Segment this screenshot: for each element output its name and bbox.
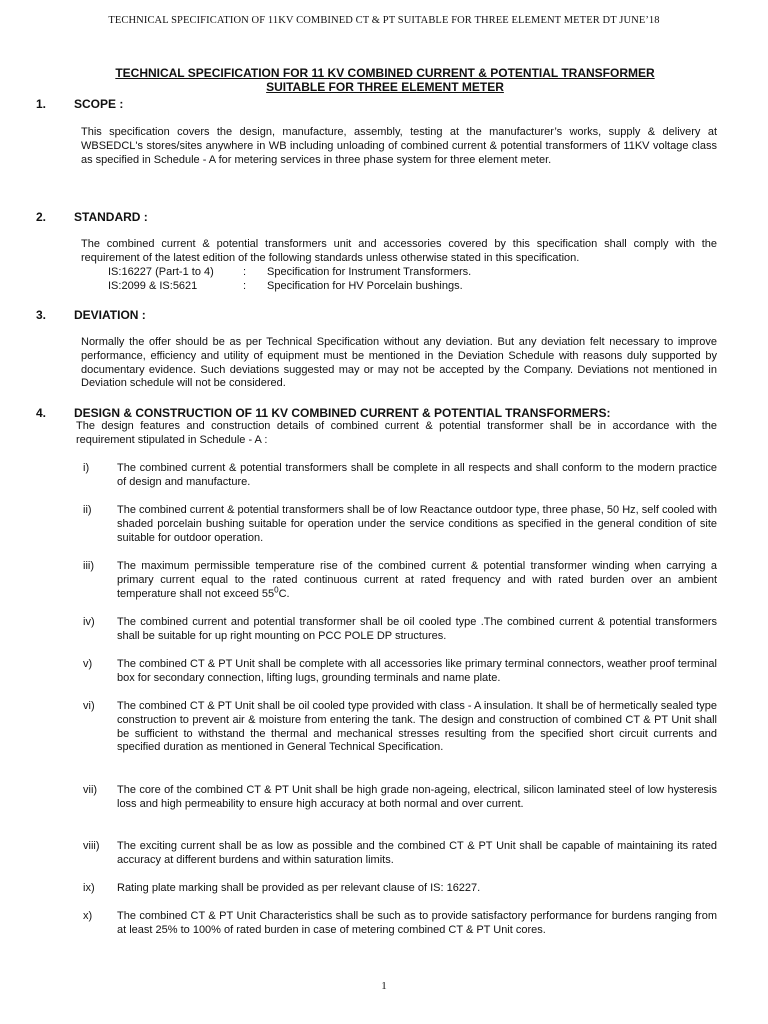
standard-row xyxy=(108,280,463,294)
list-item xyxy=(83,784,717,812)
item-text: The combined CT & PT Unit shall be complete with all accessories like primary terminal connectors, weather proof terminal box for secondary connection, lifting lugs, grounding terminals and name plate. xyxy=(117,658,717,684)
list-item xyxy=(83,840,717,868)
item-text: The combined current & potential transformers shall be of low Reactance outdoor type, three phase, 50 Hz, self cooled with shaded porcelain bushing suitable for operation under the service conditions as specified in the general condition of site suitable for outdoor operation. xyxy=(117,504,717,544)
section-number: 1. xyxy=(36,97,47,111)
item-text: The combined CT & PT Unit shall be oil cooled type provided with class - A insulation. It shall be of hermetically sealed type construction to prevent air & moisture from entering the tank. The design and construction of combined CT & PT Unit shall be sufficient to withstand the thermal and mechanical stresses resulting from the specified short circuit currents and specified duration as mentioned in General Technical Specification. xyxy=(117,700,717,754)
standard-row xyxy=(108,266,471,280)
standard-desc: Specification for HV Porcelain bushings. xyxy=(267,280,463,292)
section-title: SCOPE : xyxy=(74,97,124,111)
section-number: 3. xyxy=(36,308,47,322)
list-item xyxy=(83,882,717,896)
list-item xyxy=(83,658,717,686)
item-numeral: ix) xyxy=(83,882,95,894)
item-numeral: viii) xyxy=(83,840,100,852)
running-header: TECHNICAL SPECIFICATION OF 11KV COMBINED CT & PT SUITABLE FOR THREE ELEMENT METER DT JUNE’18 xyxy=(108,15,660,26)
item-numeral: vi) xyxy=(83,700,95,712)
section-scope-heading xyxy=(36,97,123,111)
section-deviation-heading xyxy=(36,308,146,322)
section-design-heading xyxy=(36,406,610,420)
list-item xyxy=(83,504,717,545)
title-line-2: SUITABLE FOR THREE ELEMENT METER xyxy=(266,80,504,94)
item-numeral: vii) xyxy=(83,784,98,796)
standard-colon: : xyxy=(243,280,247,292)
section-title: DEVIATION : xyxy=(74,308,146,322)
item-text-main: The maximum permissible temperature rise of the combined current & potential transformer winding when carrying a primary current equal to the rated continuous current at rated frequency and with rated burden over an ambient temperature shall not exceed 55 xyxy=(117,560,717,600)
page-number: 1 xyxy=(381,980,387,992)
section-title: STANDARD : xyxy=(74,210,148,224)
section-number: 2. xyxy=(36,210,47,224)
title-line-1: TECHNICAL SPECIFICATION FOR 11 KV COMBINED CURRENT & POTENTIAL TRANSFORMER xyxy=(115,66,655,80)
item-text: The combined current & potential transformers shall be complete in all respects and shall conform to the modern practice of design and manufacture. xyxy=(117,462,717,488)
section-standard-heading xyxy=(36,210,148,224)
list-item xyxy=(83,910,717,938)
design-intro: The design features and construction details of combined current & potential transformer shall be in accordance with the requirement stipulated in Schedule - A : xyxy=(76,420,717,446)
item-text: The exciting current shall be as low as possible and the combined CT & PT Unit shall be capable of maintaining its rated accuracy at different burdens and within saturation limits. xyxy=(117,840,717,866)
standard-colon: : xyxy=(243,266,247,278)
list-item xyxy=(83,560,717,601)
standard-code: IS:16227 (Part-1 to 4) xyxy=(108,266,214,278)
degree-superscript: 0 xyxy=(274,584,279,594)
standard-code: IS:2099 & IS:5621 xyxy=(108,280,198,292)
item-text: Rating plate marking shall be provided as per relevant clause of IS: 16227. xyxy=(117,882,481,894)
document-title xyxy=(40,66,730,94)
list-item xyxy=(83,700,717,755)
item-numeral: ii) xyxy=(83,504,92,516)
standard-desc: Specification for Instrument Transformers. xyxy=(267,266,472,278)
item-text: The core of the combined CT & PT Unit shall be high grade non-ageing, electrical, silicon laminated steel of low hysteresis loss and high permeability to ensure high accuracy at both normal and over current. xyxy=(117,784,717,810)
list-item xyxy=(83,616,717,644)
section-number: 4. xyxy=(36,406,47,420)
item-numeral: v) xyxy=(83,658,93,670)
item-numeral: iv) xyxy=(83,616,95,628)
list-item xyxy=(83,462,717,490)
item-text xyxy=(117,560,717,601)
item-numeral: iii) xyxy=(83,560,94,572)
deviation-paragraph: Normally the offer should be as per Technical Specification without any deviation. But any deviation felt necessary to improve performance, efficiency and utility of equipment must be mentioned in the Deviation Schedule with reasons duly supported by documentary evidence. Such deviations suggested may or may not be accepted by the Company. Deviations not mentioned in Deviation schedule will not be considered. xyxy=(81,336,717,390)
item-numeral: x) xyxy=(83,910,93,922)
item-numeral: i) xyxy=(83,462,90,474)
item-text: The combined CT & PT Unit Characteristics shall be such as to provide satisfactory performance for burdens ranging from at least 25% to 100% of rated burden in case of metering combined CT & PT Unit cores. xyxy=(117,910,717,936)
item-text-suffix: C. xyxy=(278,587,290,600)
standard-paragraph: The combined current & potential transformers unit and accessories covered by this specification shall comply with the requirement of the latest edition of the following standards unless otherwise stated in this specification. xyxy=(81,238,717,264)
scope-paragraph: This specification covers the design, manufacture, assembly, testing at the manufacturer’s works, supply & delivery at WBSEDCL's stores/sites anywhere in WB including unloading of combined current & potential transformers of 11KV voltage class as specified in Schedule - A for metering services in three phase system for three element meter. xyxy=(81,126,717,166)
section-title: DESIGN & CONSTRUCTION OF 11 KV COMBINED CURRENT & POTENTIAL TRANSFORMERS: xyxy=(74,406,611,420)
item-text: The combined current and potential transformer shall be oil cooled type .The combined current & potential transformers shall be suitable for up right mounting on PCC POLE DP structures. xyxy=(117,616,717,642)
